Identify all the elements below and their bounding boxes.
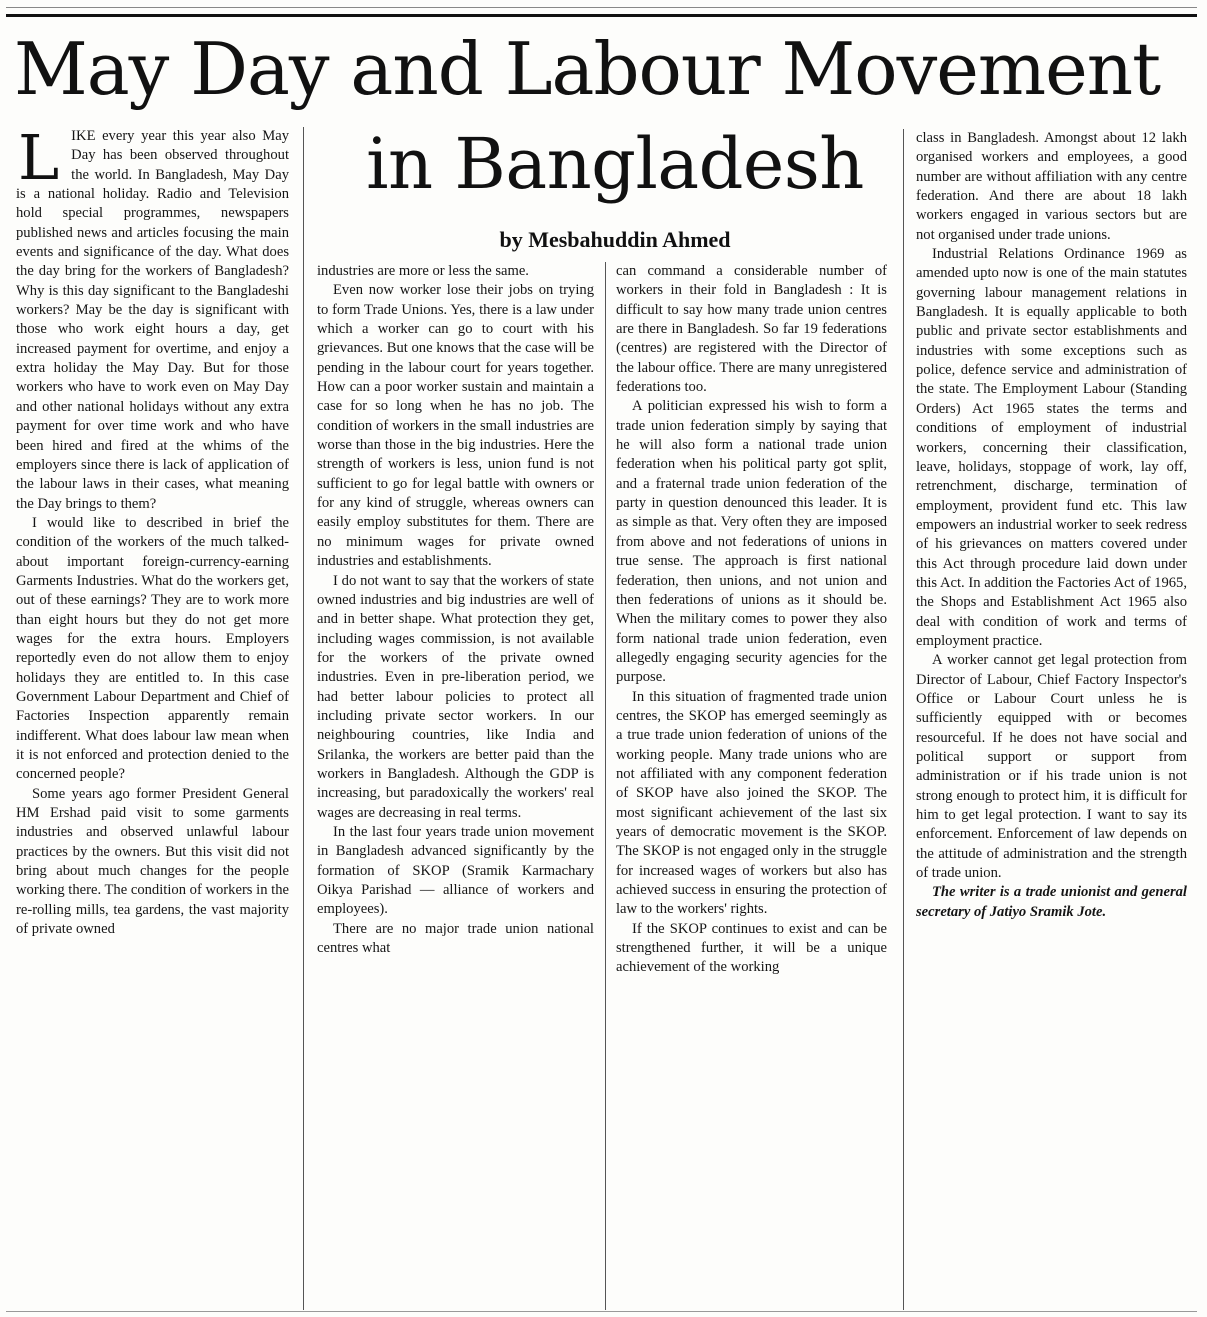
column-divider bbox=[605, 262, 606, 1310]
paragraph: There are no major trade union national centres what bbox=[317, 920, 594, 957]
paragraph: In this situation of fragmented trade union centres, the SKOP has emerged seemingly as a true trade union federation of unions of the working people. Many trade unions who are not affiliated with any component federation of SKOP have also joined the SKOP. The most significant achievement of the last six years of democratic movement is the SKOP. The SKOP is not engaged only in the struggle for increased wages of workers but also has achieved success in ensuring the protection of law to the workers' rights. bbox=[616, 688, 887, 918]
column-divider bbox=[903, 129, 904, 1310]
article-column-1 bbox=[16, 127, 289, 1310]
paragraph: In the last four years trade union movement in Bangladesh advanced significantly by the formation of SKOP (Sramik Karmachary Oikya Parishad — alliance of workers and employees). bbox=[317, 823, 594, 918]
paragraph: I would like to described in brief the condition of the workers of the much talked-about important foreign-currency-earning Garments Industries. What do the workers get, out of these earnings? They are to work more than eight hours but they do not get more wages for the extra hours. Employers reportedly even do not allow them to enjoy holidays they are entitled to. In this case Government Labour Department and Chief of Factories Inspection apparently remain indifferent. What does labour law mean when it is not enforced and protection denied to the concerned people? bbox=[16, 514, 289, 783]
paragraph: industries are more or less the same. bbox=[317, 263, 529, 279]
headline: May Day and Labour Movement bbox=[14, 27, 1161, 111]
paragraph: class in Bangladesh. Amongst about 12 lakh organised workers and employees, a good number are without affiliation with any centre federation. And there are about 18 lakh workers engaged in various sectors but are not organised under trade unions. bbox=[916, 130, 1187, 243]
paragraph: can command a considerable number of workers in their fold in Bangladesh : It is difficult to say how many trade union centres are there in Bangladesh. So far 19 federations (centres) are registered with the Director of the labour office. There are many unregistered federations too. bbox=[616, 263, 887, 396]
top-rule bbox=[6, 14, 1197, 17]
top-thin-rule bbox=[6, 7, 1197, 8]
drop-cap: L bbox=[18, 127, 60, 194]
author-note: The writer is a trade unionist and general secretary of Jatiyo Sramik Jote. bbox=[916, 884, 1187, 920]
paragraph: I do not want to say that the workers of state owned industries and big industries are well of and in better shape. What protection they get, including wages commission, is not available for the workers of the private owned industries. Even in pre-liberation period, we had better labour policies to protect all including private sector workers. In our neighbouring countries, like India and Srilanka, the workers are better paid than the workers in Bangladesh. Although the GDP is increasing, but paradoxically the workers' real wages are decreasing in real terms. bbox=[317, 572, 594, 821]
paragraph: Some years ago former President General HM Ershad paid visit to some garments industries and observed unlawful labour practices by the owners. But this visit did not bring about much changes for the people working there. The condition of workers in the re-rolling mills, tea gardens, the vast majority of private owned bbox=[16, 785, 289, 938]
subheadline: in Bangladesh bbox=[366, 123, 864, 205]
paragraph: A worker cannot get legal protection from Director of Labour, Chief Factory Inspector's Office or Labour Court unless he is sufficiently equipped with or becomes resourceful. If he does not have social and political support or support from administration or if his trade union is not strong enough to protect him, it is difficult for him to get legal protection. I want to say its enforcement. Enforcement of law depends on the attitude of administration and the strength of trade union. bbox=[916, 652, 1187, 882]
byline: by Mesbahuddin Ahmed bbox=[499, 227, 731, 252]
bottom-rule bbox=[6, 1311, 1197, 1312]
article-column-4 bbox=[916, 129, 1187, 1310]
paragraph: IKE every year this year also May Day has been observed throughout the world. In Bangladesh, May Day is a national holiday. Radio and Television hold special programmes, newspapers published news and articles focusing the main events and significance of the day. What does the day bring for the workers of Bangladesh? Why is this day significant to the Bangladeshi workers? May be the day is significant with those who work eight hours a day, get increased payment for overtime, and enjoy a extra holiday the May Day. But for those workers who have to work even on May Day and other national holidays without any extra payment for over time work and who have been hired and fired at the whims of the employers since there is lack of application of the labour laws in their cases, what meaning the Day brings to them? bbox=[16, 128, 289, 512]
paragraph: If the SKOP continues to exist and can be strengthened further, it will be a unique achievement of the working bbox=[616, 920, 887, 976]
article-column-2 bbox=[317, 262, 594, 1310]
paragraph: A politician expressed his wish to form a trade union federation simply by saying that he will also form a national trade union federation when his political party got split, and a fraternal trade union federation of the party in question denounced this leader. It is as simple as that. Very often they are imposed from above and not federations of unions in true sense. The approach is first national federation, then unions, and not union and then federations of unions as it should be. When the military comes to power they also form national trade union federation, even allegedly engaging security agencies for the purpose. bbox=[616, 398, 887, 686]
article-column-3 bbox=[616, 262, 887, 1310]
paragraph: Industrial Relations Ordinance 1969 as amended upto now is one of the main statutes governing labour management relations in Bangladesh. It is equally applicable to both public and private sector establishments and industries with some exceptions such as police, defence service and administration of the state. The Employment Labour (Standing Orders) Act 1965 states the terms and conditions of employment of industrial workers, concerning their classification, leave, holidays, stoppage of work, lay off, retrenchment, discharge, termination of employment, provident fund etc. This law empowers an industrial worker to seek redress of his grievances on matters covered under this Act through procedure laid down under this Act. In addition the Factories Act of 1965, the Shops and Establishment Act 1965 also deal with condition of work and terms of employment practice. bbox=[916, 246, 1187, 649]
column-divider bbox=[303, 127, 304, 1310]
paragraph: Even now worker lose their jobs on trying to form Trade Unions. Yes, there is a law under which a worker can go to court with his grievances. But one knows that the case will be pending in the labour court for years together. How can a poor worker sustain and maintain a case for so long when he has no job. The condition of workers in the small industries are worse than those in the big industries. Here the strength of workers is less, union fund is not sufficient to go for legal battle with owners or for any kind of struggle, whereas owners can easily employ substitutes for them. There are no minimum wages for private owned industries and establishments. bbox=[317, 282, 594, 570]
